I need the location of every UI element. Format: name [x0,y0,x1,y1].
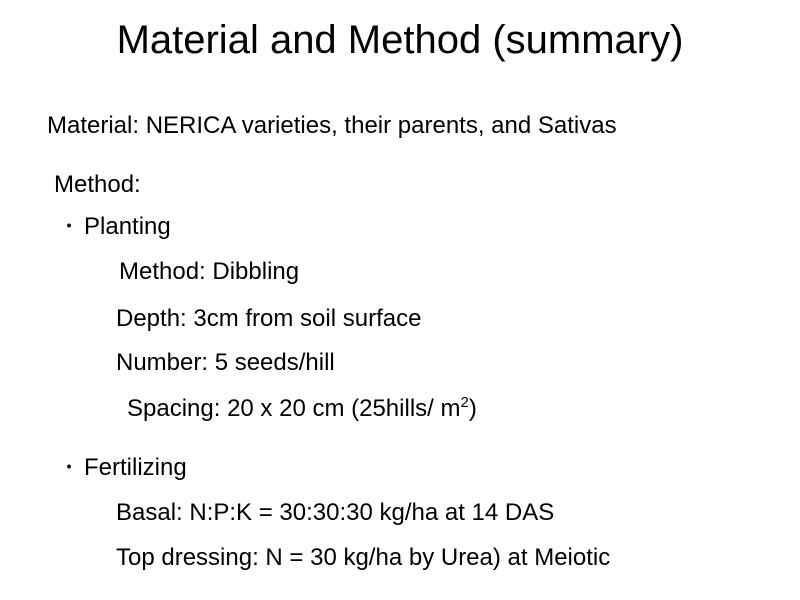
fertilizing-bullet-item [54,453,187,483]
planting-spacing-text: Spacing: 20 x 20 cm (25hills/ m [127,395,461,422]
bullet-dot-icon: ・ [57,455,80,480]
planting-spacing-close: ) [468,395,477,422]
method-heading: Method: [54,171,141,198]
planting-heading: Planting [84,213,171,240]
planting-number: Number: 5 seeds/hill [116,349,335,376]
planting-bullet-item [54,212,171,242]
square-meter-superscript: 2 [460,394,469,411]
bullet-dot-icon: ・ [57,214,80,239]
planting-spacing [127,394,477,424]
planting-depth: Depth: 3cm from soil surface [116,305,422,332]
fertilizing-heading: Fertilizing [84,454,187,481]
planting-method: Method: Dibbling [119,258,300,285]
fertilizing-basal: Basal: N:P:K = 30:30:30 kg/ha at 14 DAS [116,499,555,526]
material-line: Material: NERICA varieties, their parents, and Sativas [47,112,617,139]
fertilizing-top-dressing: Top dressing: N = 30 kg/ha by Urea) at Meiotic [116,544,611,571]
slide-title: Material and Method (summary) [116,18,684,62]
